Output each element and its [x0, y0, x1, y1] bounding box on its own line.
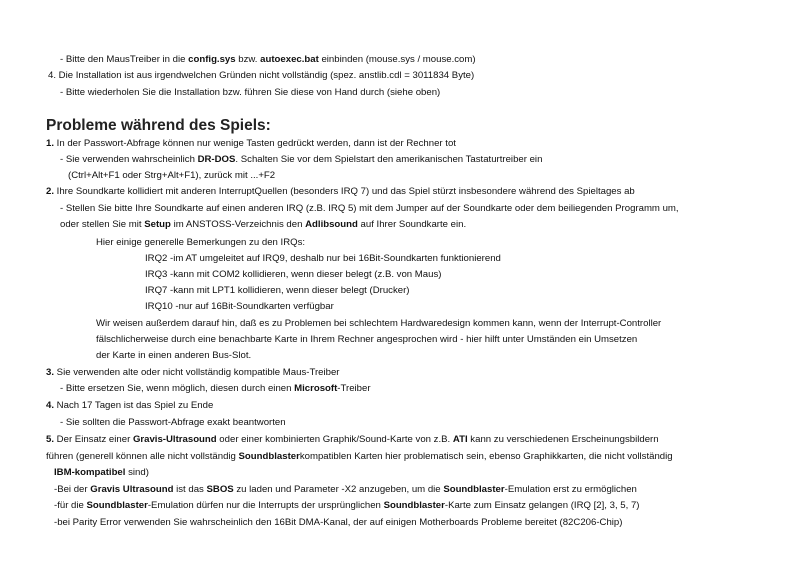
- soundblaster-note: [54, 500, 640, 512]
- mouse-driver-hint: [60, 54, 476, 66]
- irq-intro: [96, 237, 305, 249]
- bold-text: 2.: [46, 186, 55, 197]
- bold-text: Soundblaster: [86, 500, 148, 511]
- text-run: Ihre Soundkarte kollidiert mit anderen InterruptQuellen (besonders IRQ 7) und das Spiel stürzt insbesondere während des Spieltages ab: [54, 186, 635, 197]
- hardware-note-cont: [96, 334, 637, 346]
- text-run: Nach 17 Tagen ist das Spiel zu Ende: [54, 400, 214, 411]
- irq2-note: [145, 253, 501, 265]
- text-run: -bei Parity Error verwenden Sie wahrscheinlich den 16Bit DMA-Kanal, der auf einigen Motherboards Probleme bereitet (82C206-Chip): [54, 517, 623, 528]
- text-run: -Treiber: [337, 383, 371, 394]
- text-run: Wir weisen außerdem darauf hin, daß es zu Problemen bei schlechtem Hardwaredesign kommen kann, wenn der Interrupt-Controller: [96, 318, 662, 329]
- bold-text: autoexec.bat: [260, 54, 319, 65]
- text-run: oder stellen Sie mit: [60, 219, 145, 230]
- irq3-note: [145, 269, 441, 281]
- text-run: fälschlicherweise durch eine benachbarte Karte in Ihrem Rechner angesprochen wird - hier hilft unter Umständen ein Umsetzen: [96, 334, 638, 345]
- problem-4: [46, 400, 213, 412]
- bold-text: Gravis Ultrasound: [90, 484, 174, 495]
- problem-5: [46, 434, 659, 446]
- text-run: oder einer kombinierten Graphik/Sound-Karte von z.B.: [216, 434, 453, 445]
- problem-3-hint: [60, 383, 371, 395]
- text-run: im ANSTOSS-Verzeichnis den: [170, 219, 306, 230]
- problem-2-hint-cont: [60, 219, 466, 231]
- text-run: Sie verwenden alte oder nicht vollständig kompatible Maus-Treiber: [54, 367, 340, 378]
- bold-text: Soundblaster: [238, 451, 300, 462]
- text-run: zu laden und Parameter -X2 anzugeben, um die: [233, 484, 444, 495]
- text-run: 4. Die Installation ist aus irgendwelchen Gründen nicht vollständig (spez. anstlib.cdl = 3011834 Byte): [48, 70, 475, 81]
- bold-text: ATI: [452, 434, 468, 445]
- problem-3: [46, 367, 340, 379]
- text-run: - Sie verwenden wahrscheinlich: [60, 154, 198, 165]
- text-run: - Stellen Sie bitte Ihre Soundkarte auf einen anderen IRQ (z.B. IRQ 5) mit dem Jumper auf der Soundkarte oder dem beiliegenden Programm um,: [60, 203, 679, 214]
- bold-text: Soundblaster: [443, 484, 505, 495]
- problem-5-cont: [46, 451, 673, 463]
- hardware-note: [96, 318, 661, 330]
- bold-text: DR-DOS: [197, 154, 236, 165]
- text-run: -Emulation erst zu ermöglichen: [504, 484, 637, 495]
- install-incomplete-item: [48, 70, 474, 82]
- problem-1-hint-cont: [68, 170, 275, 182]
- text-run: kompatiblen Karten hier problematisch sein, ebenso Graphikkarten, die nicht vollständig: [299, 451, 673, 462]
- text-run: - Sie sollten die Passwort-Abfrage exakt beantworten: [60, 417, 286, 428]
- bold-text: Soundblaster: [383, 500, 445, 511]
- bold-text: 3.: [46, 367, 55, 378]
- hardware-note-end: [96, 350, 251, 362]
- problem-2-hint: [60, 203, 679, 215]
- text-run: Probleme während des Spiels:: [46, 117, 271, 134]
- install-repeat-hint: [60, 87, 440, 99]
- bold-text: 1.: [46, 138, 55, 149]
- text-run: - Bitte den MausTreiber in die: [60, 54, 189, 65]
- text-run: In der Passwort-Abfrage können nur wenige Tasten gedrückt werden, dann ist der Rechner tot: [54, 138, 456, 149]
- bold-text: SBOS: [206, 484, 234, 495]
- text-run: (Ctrl+Alt+F1 oder Strg+Alt+F1), zurück mit ...+F2: [68, 170, 276, 181]
- text-run: kann zu verschiedenen Erscheinungsbildern: [467, 434, 659, 445]
- section-heading: [46, 117, 271, 135]
- problem-2: [46, 186, 635, 198]
- bold-text: IBM-kompatibel: [54, 467, 126, 478]
- irq10-note: [145, 301, 334, 313]
- text-run: -Karte zum Einsatz gelangen (IRQ [2], 3, 5, 7): [444, 500, 640, 511]
- text-run: . Schalten Sie vor dem Spielstart den amerikanischen Tastaturtreiber ein: [235, 154, 543, 165]
- text-run: auf Ihrer Soundkarte ein.: [357, 219, 467, 230]
- bold-text: Adlibsound: [305, 219, 358, 230]
- bold-text: Gravis-Ultrasound: [132, 434, 217, 445]
- bold-text: 5.: [46, 434, 55, 445]
- text-run: einbinden (mouse.sys / mouse.com): [318, 54, 476, 65]
- bold-text: Microsoft: [294, 383, 338, 394]
- text-run: führen (generell können alle nicht vollständig: [46, 451, 239, 462]
- problem-5-end: [54, 467, 149, 479]
- gravis-note: [54, 484, 637, 496]
- bold-text: config.sys: [188, 54, 236, 65]
- problem-4-hint: [60, 417, 286, 429]
- text-run: IRQ10 -nur auf 16Bit-Soundkarten verfügbar: [145, 301, 334, 312]
- parity-note: [54, 517, 622, 529]
- irq7-note: [145, 285, 409, 297]
- bold-text: Setup: [144, 219, 171, 230]
- text-run: Der Einsatz einer: [54, 434, 133, 445]
- bold-text: 4.: [46, 400, 55, 411]
- text-run: Hier einige generelle Bemerkungen zu den IRQs:: [96, 237, 306, 248]
- text-run: bzw.: [235, 54, 261, 65]
- text-run: -Bei der: [54, 484, 91, 495]
- text-run: ist das: [173, 484, 207, 495]
- problem-1: [46, 138, 456, 150]
- text-run: - Bitte wiederholen Sie die Installation bzw. führen Sie diese von Hand durch (siehe oben): [60, 87, 441, 98]
- text-run: -Emulation dürfen nur die Interrupts der ursprünglichen: [147, 500, 384, 511]
- text-run: IRQ2 -im AT umgeleitet auf IRQ9, deshalb nur bei 16Bit-Soundkarten funktionierend: [145, 253, 501, 264]
- text-run: IRQ3 -kann mit COM2 kollidieren, wenn dieser belegt (z.B. von Maus): [145, 269, 442, 280]
- text-run: sind): [125, 467, 149, 478]
- text-run: - Bitte ersetzen Sie, wenn möglich, diesen durch einen: [60, 383, 295, 394]
- problem-1-hint: [60, 154, 542, 166]
- text-run: IRQ7 -kann mit LPT1 kollidieren, wenn dieser belegt (Drucker): [145, 285, 410, 296]
- text-run: der Karte in einen anderen Bus-Slot.: [96, 350, 252, 361]
- text-run: -für die: [54, 500, 87, 511]
